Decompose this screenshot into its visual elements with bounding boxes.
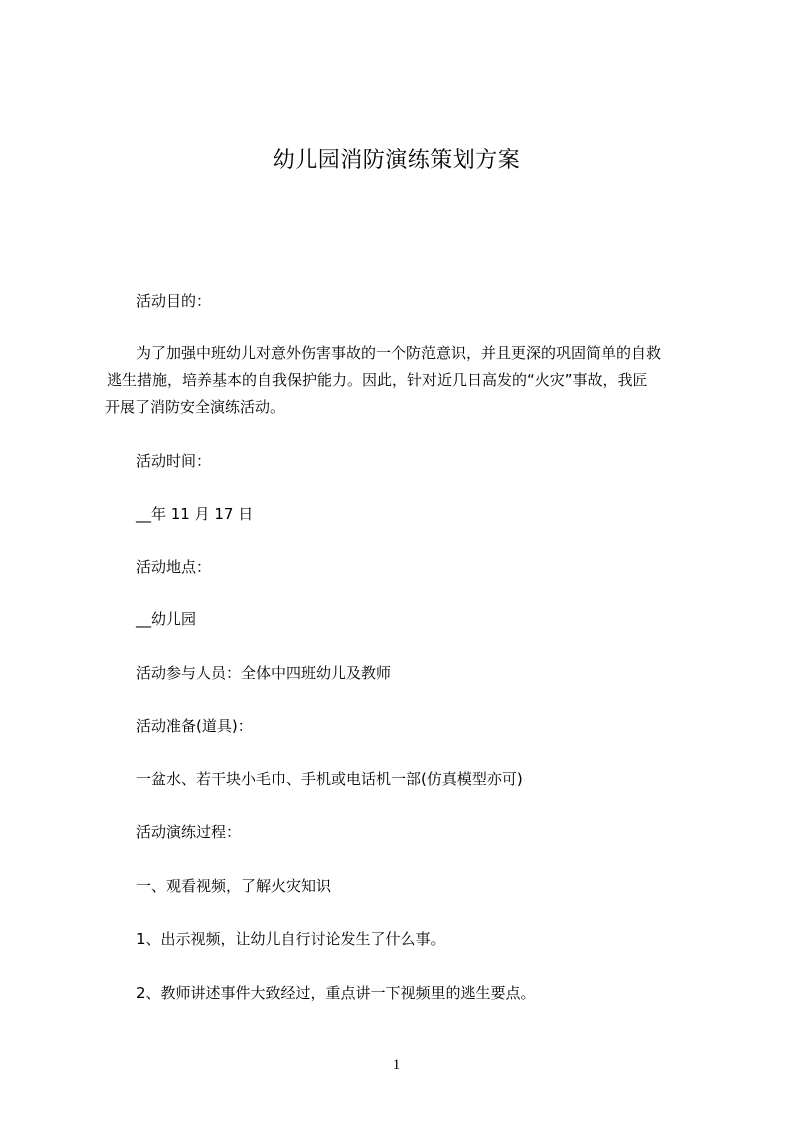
purpose-line-2: 逃生措施，培养基本的自我保护能力。因此，针对近几日高发的“火灾”事故，我匠 (107, 371, 648, 389)
participants-line: 活动参与人员：全体中四班幼儿及教师 (136, 664, 392, 682)
prep-heading: 活动准备(道具)： (136, 717, 253, 735)
prep-value: 一盆水、若干块小毛巾、手机或电话机一部(仿真模型亦可) (136, 770, 523, 788)
time-value: __年 11 月 17 日 (136, 505, 254, 523)
place-value: __幼儿园 (136, 610, 197, 628)
purpose-line-3: 开展了消防安全演练活动。 (105, 398, 286, 416)
purpose-line-1: 为了加强中班幼儿对意外伤害事故的一个防范意识，并且更深的巩固简单的自救 (136, 344, 662, 362)
purpose-paragraph (105, 340, 695, 421)
purpose-heading: 活动目的： (136, 292, 212, 310)
document-title: 幼儿园消防演练策划方案 (272, 148, 521, 173)
step-1: 1、出示视频，让幼儿自行讨论发生了什么事。 (136, 930, 446, 948)
section-one-heading: 一、观看视频，了解火灾知识 (136, 877, 332, 895)
step-2: 2、教师讲述事件大致经过，重点讲一下视频里的逃生要点。 (136, 984, 536, 1002)
place-heading: 活动地点： (136, 558, 212, 576)
process-heading: 活动演练过程： (136, 823, 242, 841)
time-heading: 活动时间： (136, 452, 212, 470)
page-number: 1 (392, 1057, 401, 1073)
